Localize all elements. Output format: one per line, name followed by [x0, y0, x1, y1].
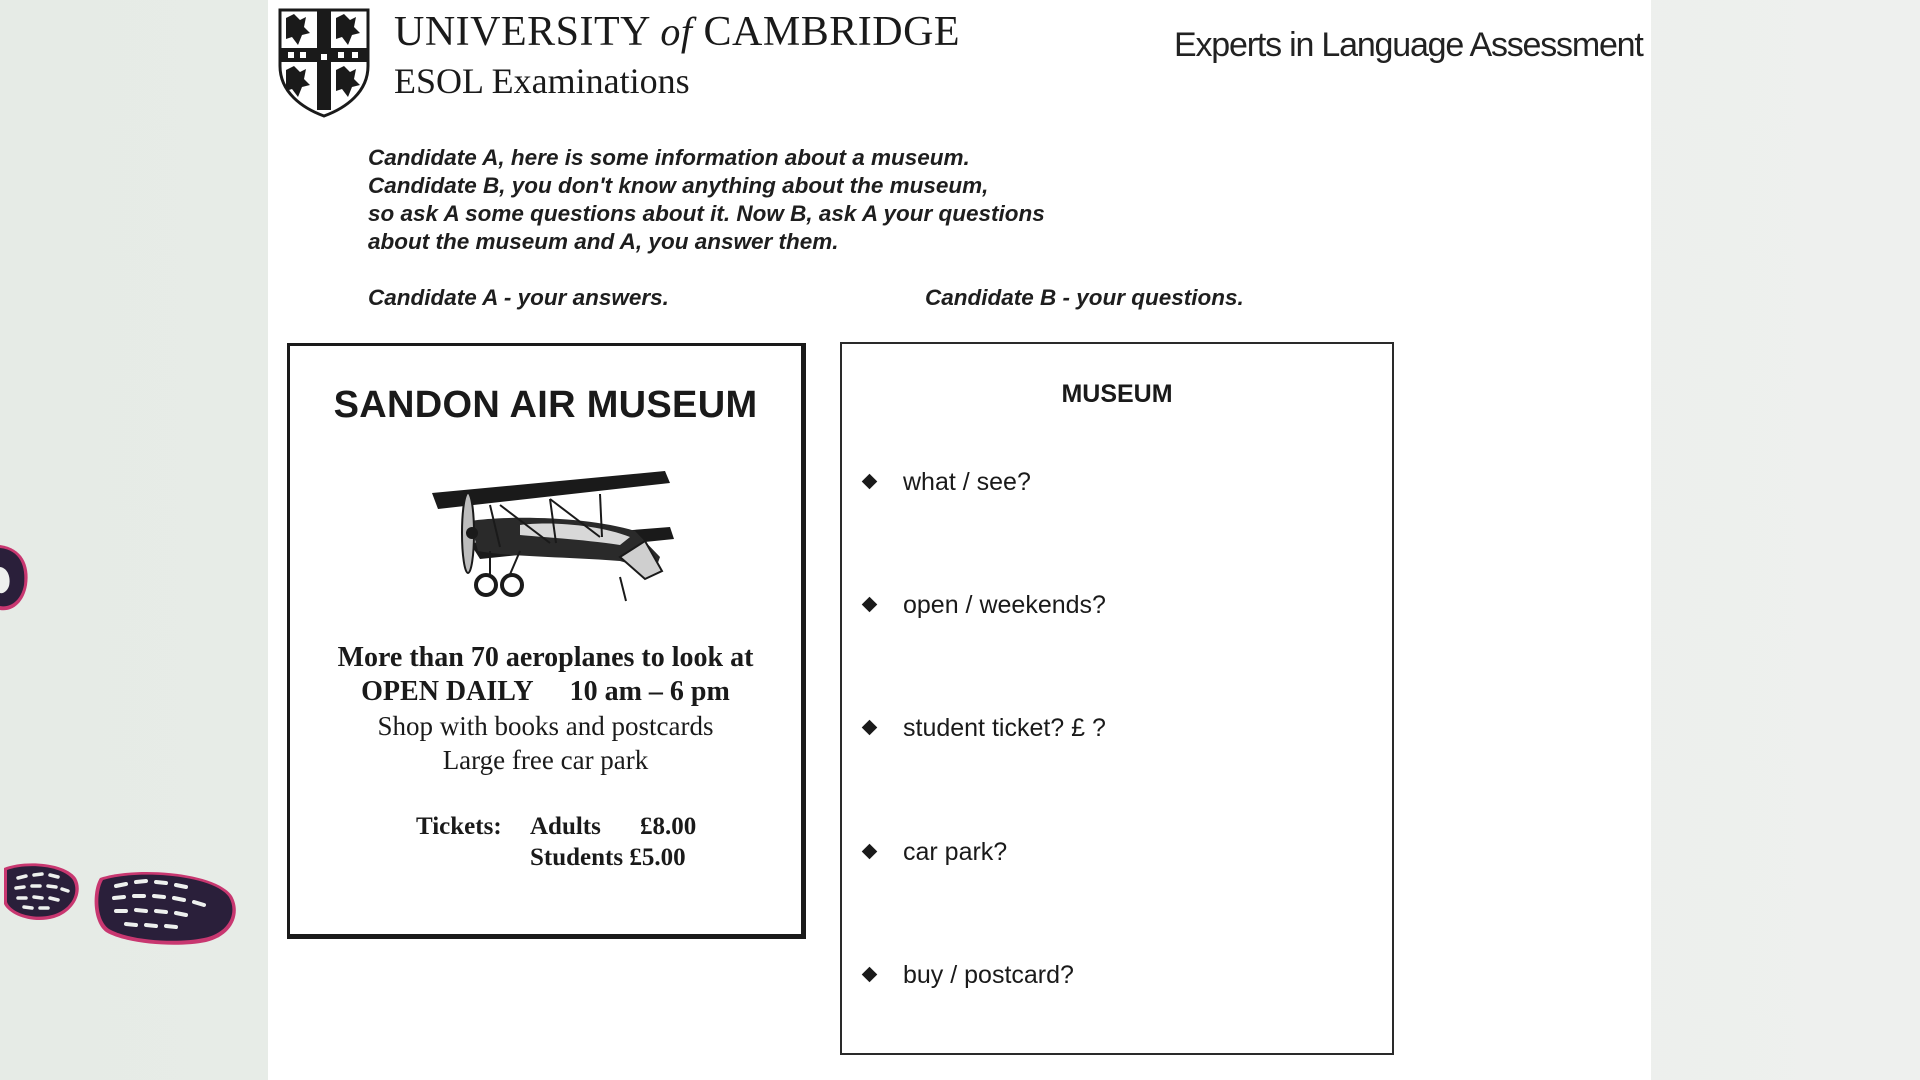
- car-park-line: Large free car park: [442, 745, 649, 775]
- question-item: [864, 591, 1106, 620]
- instruction-line: about the museum and A, you answer them.: [368, 229, 839, 254]
- students-price: £5.00: [629, 844, 686, 871]
- diamond-bullet-icon: [862, 474, 878, 490]
- question-text: what / see?: [903, 468, 1031, 496]
- open-daily-label: OPEN DAILY: [361, 676, 534, 707]
- instructions: [368, 144, 1268, 256]
- diamond-bullet-icon: [862, 967, 878, 983]
- instruction-line: Candidate A, here is some information about a museum.: [368, 145, 970, 170]
- ticket-row-adults: [416, 811, 696, 842]
- museum-info: [290, 641, 801, 777]
- ticket-prices: [416, 811, 696, 873]
- question-text: buy / postcard?: [903, 961, 1074, 989]
- tickets-label: Tickets:: [416, 813, 502, 840]
- question-text: open / weekends?: [903, 591, 1106, 619]
- students-label: Students: [530, 844, 624, 871]
- shop-line: Shop with books and postcards: [377, 711, 714, 741]
- candidate-a-label: Candidate A - your answers.: [368, 285, 669, 310]
- instruction-line: Candidate B, you don't know anything about the museum,: [368, 173, 989, 198]
- adults-label: Adults: [530, 813, 601, 840]
- university-title: UNIVERSITY of CAMBRIDGE: [394, 9, 961, 55]
- candidate-a-card: [287, 343, 806, 939]
- question-card-title: MUSEUM: [1061, 380, 1173, 408]
- question-item: [864, 714, 1106, 743]
- footprint-bottom: [4, 863, 236, 944]
- diamond-bullet-icon: [862, 844, 878, 860]
- footprints-decoration: [0, 0, 268, 1080]
- question-item: [864, 961, 1074, 990]
- footprint-top: [0, 545, 28, 610]
- question-text: student ticket? £ ?: [903, 714, 1106, 742]
- diamond-bullet-icon: [862, 720, 878, 736]
- opening-hours-line: [290, 675, 801, 709]
- museum-name: SANDON AIR MUSEUM: [333, 384, 758, 426]
- esol-subtitle: ESOL Examinations: [394, 61, 690, 101]
- question-item: [864, 838, 1007, 867]
- ticket-row-students: [416, 842, 696, 873]
- question-text: car park?: [903, 838, 1008, 866]
- adults-price: £8.00: [640, 813, 697, 840]
- exam-sheet: [268, 0, 1651, 1080]
- question-item: [864, 468, 1031, 497]
- open-hours: 10 am – 6 pm: [569, 676, 730, 707]
- cambridge-crest-icon: [276, 6, 372, 118]
- aeroplanes-line: More than 70 aeroplanes to look at: [337, 642, 754, 673]
- tagline: Experts in Language Assessment: [1174, 26, 1643, 64]
- header: [268, 0, 1651, 125]
- biplane-icon: [430, 461, 675, 611]
- candidate-b-card: [840, 342, 1394, 1055]
- instruction-line: so ask A some questions about it. Now B, ask A your questions: [368, 201, 1045, 226]
- candidate-b-label: Candidate B - your questions.: [925, 285, 1244, 310]
- diamond-bullet-icon: [862, 597, 878, 613]
